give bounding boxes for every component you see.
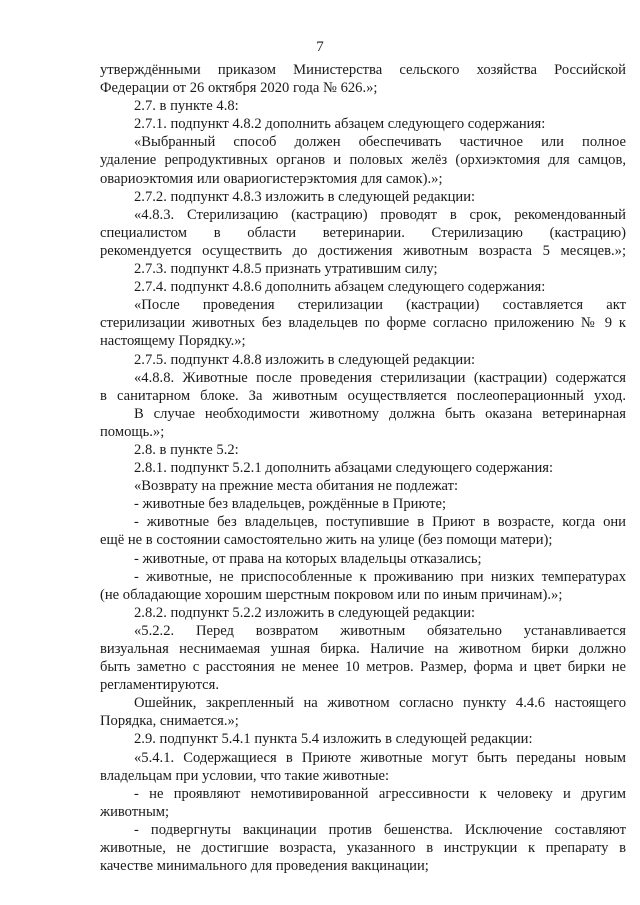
text-line: стерилизации животных без владельцев по форме согласно приложению № 9 к	[100, 315, 626, 332]
text-line: «5.4.1. Содержащиеся в Приюте животные могут быть переданы новым	[134, 749, 626, 766]
text-line: «4.8.3. Стерилизацию (кастрацию) проводят в срок, рекомендованный	[134, 206, 626, 223]
text-line: Ошейник, закрепленный на животном согласно пункту 4.4.6 настоящего	[134, 695, 626, 712]
text-line: «4.8.8. Животные после проведения стерилизации (кастрации) содержатся	[134, 369, 626, 386]
text-line: - животные без владельцев, поступившие в Приют в возрасте, когда они	[134, 514, 626, 531]
text-line: - животные, от права на которых владельцы отказались;	[134, 550, 482, 567]
text-line: (не обладающие хорошим шерстным покровом или по иным причинам).»;	[100, 586, 563, 603]
text-line: - подвергнуты вакцинации против бешенства. Исключение составляют	[134, 821, 626, 838]
text-line: 2.8.1. подпункт 5.2.1 дополнить абзацами следующего содержания:	[134, 460, 554, 477]
text-line: «Возврату на прежние места обитания не подлежат:	[134, 478, 459, 495]
text-line: 2.7.4. подпункт 4.8.6 дополнить абзацем следующего содержания:	[134, 279, 546, 296]
text-line: 2.7.2. подпункт 4.8.3 изложить в следующей редакции:	[134, 188, 476, 205]
text-line: качестве минимального для проведения вакцинации;	[100, 858, 429, 875]
text-line: утверждёнными приказом Министерства сельского хозяйства Российской	[100, 62, 626, 78]
text-line: в санитарном блоке. За животным осуществляется послеоперационный уход.	[100, 387, 626, 404]
text-line: - животные, не приспособленные к проживанию при низких температурах	[134, 568, 626, 585]
text-line: регламентируются.	[100, 677, 219, 694]
text-line: «5.2.2. Перед возвратом животным обязательно устанавливается	[134, 622, 626, 639]
page-number: 7	[316, 39, 324, 55]
text-line: Федерации от 26 октября 2020 года № 626.»;	[100, 80, 378, 97]
text-line: помощь.»;	[100, 423, 165, 440]
text-line: 2.8. в пункте 5.2:	[134, 441, 239, 458]
text-line: рекомендуется осуществить до достижения животным возраста 5 месяцев.»;	[100, 242, 626, 259]
text-line: специалистом в области ветеринарии. Стерилизацию (кастрацию)	[100, 224, 626, 241]
text-line: быть заметно с расстояния не менее 10 метров. Размер, форма и цвет бирки не	[100, 659, 626, 676]
text-line: удаление репродуктивных органов и половых желёз (орхиэктомия для самцов,	[100, 152, 626, 169]
text-line: овариоэктомия или овариогистерэктомия для самок).»;	[100, 170, 443, 187]
text-line: В случае необходимости животному должна быть оказана ветеринарная	[134, 405, 626, 422]
text-line: 2.7.3. подпункт 4.8.5 признать утратившим силу;	[134, 261, 438, 278]
text-line: животные, не достигшие возраста, указанного в инструкции к препарату в	[100, 840, 626, 857]
text-line: - не проявляют немотивированной агрессивности к человеку и другим	[134, 785, 626, 802]
text-line: настоящему Порядку.»;	[100, 333, 246, 350]
text-line: Порядка, снимается.»;	[100, 713, 239, 730]
text-line: 2.9. подпункт 5.4.1 пункта 5.4 изложить в следующей редакции:	[134, 731, 533, 748]
text-line: 2.8.2. подпункт 5.2.2 изложить в следующей редакции:	[134, 604, 476, 621]
text-line: визуальная неснимаемая ушная бирка. Наличие на животном бирки должно	[100, 641, 626, 657]
text-line: - животные без владельцев, рождённые в Приюте;	[134, 496, 447, 513]
text-line: «Выбранный способ должен обеспечивать частичное или полное	[134, 134, 626, 151]
text-line: 2.7.5. подпункт 4.8.8 изложить в следующей редакции:	[134, 351, 476, 368]
text-line: животным;	[100, 803, 170, 820]
text-line: 2.7.1. подпункт 4.8.2 дополнить абзацем следующего содержания:	[134, 116, 546, 133]
text-line: владельцам при условии, что такие животные:	[100, 767, 390, 784]
text-line: 2.7. в пункте 4.8:	[134, 98, 239, 115]
text-line: ещё не в состоянии самостоятельно жить на улице (без помощи матери);	[100, 532, 553, 549]
text-line: «После проведения стерилизации (кастрации) составляется акт	[134, 297, 626, 314]
document-body	[100, 61, 626, 875]
